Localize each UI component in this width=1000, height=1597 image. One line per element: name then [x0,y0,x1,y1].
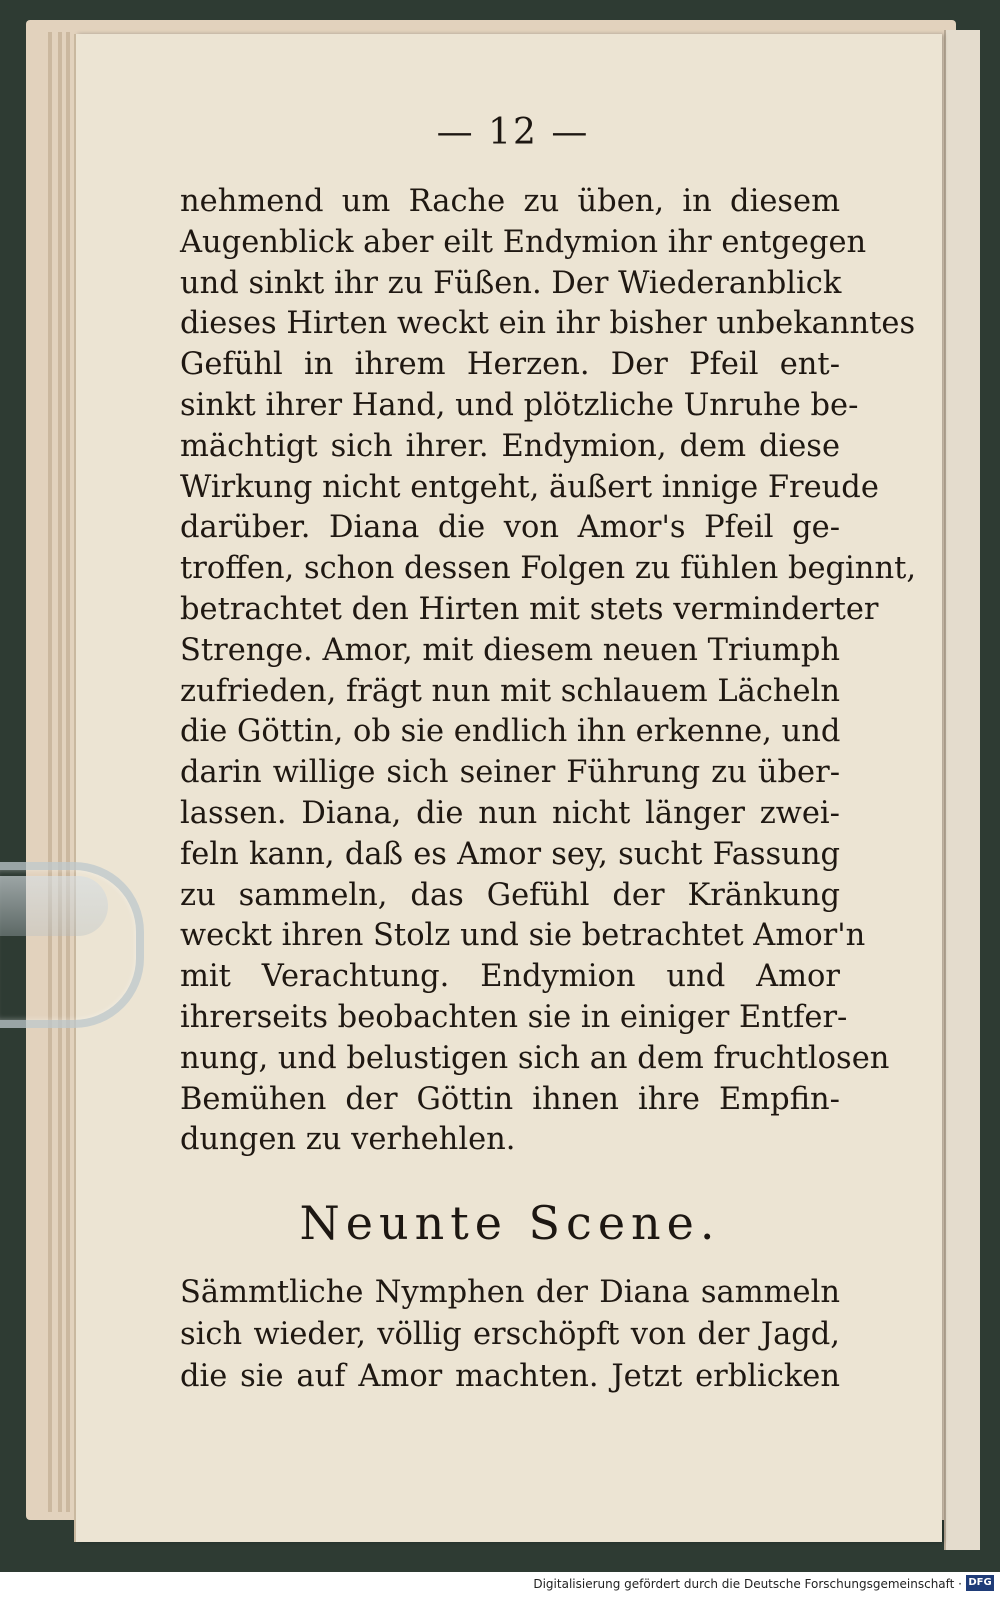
text-line: Sämmtliche Nymphen der Diana sammeln [180,1275,840,1310]
text-line: lassen. Diana, die nun nicht länger zwei- [180,795,840,831]
text-line: die sie auf Amor machten. Jetzt erblicken [180,1359,840,1394]
text-line: mit Verachtung. Endymion und Amor [180,959,840,995]
page-edge [58,32,62,1512]
text-line: die Göttin, ob sie endlich ihn erkenne, und [180,714,841,750]
text-line: sinkt ihrer Hand, und plötzliche Unruhe be- [180,387,859,423]
page-edge [66,32,70,1512]
footer-credit: Digitalisierung gefördert durch die Deutsche Forschungsgemeinschaft · [533,1577,962,1591]
text-line: und sinkt ihr zu Füßen. Der Wiederanblick [180,265,842,301]
scene-heading: Neunte Scene. [299,1196,721,1250]
text-line: Strenge. Amor, mit diesem neuen Triumph [180,632,840,668]
dfg-logo: DFG [966,1575,994,1591]
page-number: — 12 — [436,112,590,153]
text-line: darüber. Diana die von Amor's Pfeil ge- [180,510,840,546]
text-line: mächtigt sich ihrer. Endymion, dem diese [180,428,840,464]
text-line: sich wieder, völlig erschöpft von der Jagd, [180,1317,840,1352]
text-line: feln kann, daß es Amor sey, sucht Fassung [180,836,840,872]
text-line: Augenblick aber eilt Endymion ihr entgegen [180,224,867,260]
text-line: betrachtet den Hirten mit stets verminderter [180,591,879,627]
page-clip [0,862,144,1028]
text-line: Bemühen der Göttin ihnen ihre Empfin- [180,1081,840,1117]
scene-text [180,1272,840,1398]
text-line: ihrerseits beobachten sie in einiger Entfer- [180,999,848,1035]
page-edge [48,32,52,1512]
text-line: troffen, schon dessen Folgen zu fühlen beginnt, [180,551,917,587]
text-line: dungen zu verhehlen. [180,1122,516,1158]
text-line: Gefühl in ihrem Herzen. Der Pfeil ent- [180,347,840,383]
text-line: Wirkung nicht entgeht, äußert innige Freude [180,469,879,505]
adjacent-page [944,30,980,1550]
text-line: zufrieden, frägt nun mit schlauem Lächeln [180,673,841,709]
text-line: darin willige sich seiner Führung zu über- [180,755,840,791]
body-text [180,182,917,1161]
text-line: zu sammeln, das Gefühl der Kränkung [180,877,840,913]
text-line: weckt ihren Stolz und sie betrachtet Amor'n [180,918,866,954]
text-line: dieses Hirten weckt ein ihr bisher unbekanntes [180,306,916,342]
text-line: nehmend um Rache zu üben, in diesem [180,184,840,219]
text-line: nung, und belustigen sich an dem fruchtlosen [180,1040,890,1076]
